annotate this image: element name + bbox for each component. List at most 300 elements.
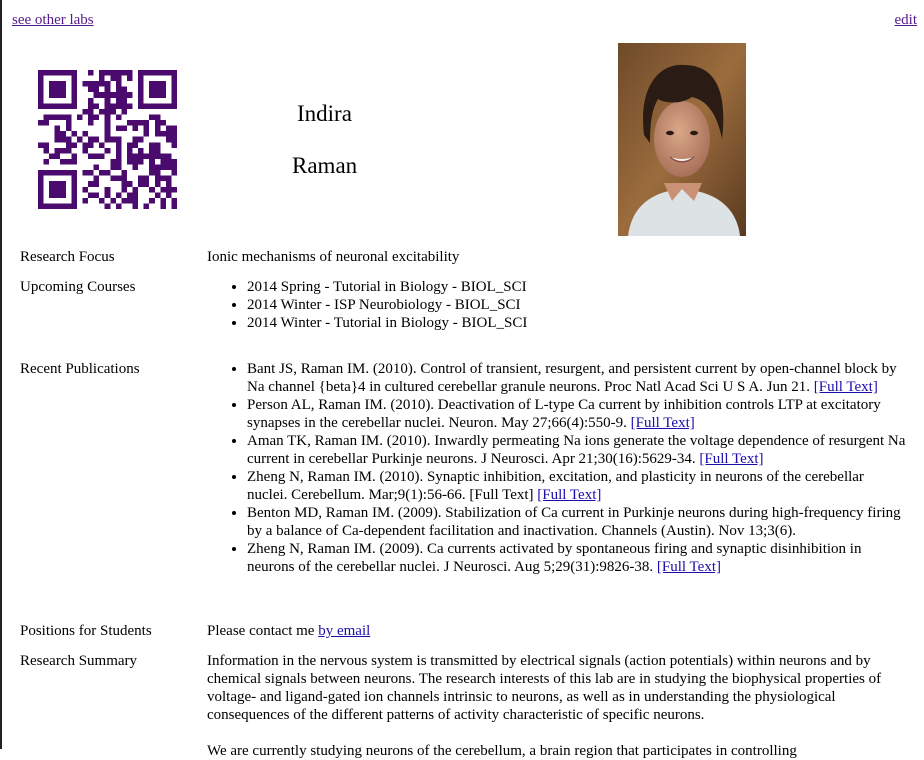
qr-module [144,103,150,109]
qr-module [138,103,144,109]
qr-module [121,176,127,182]
qr-module [44,203,50,209]
email-link[interactable]: by email [318,623,371,639]
full-text-link[interactable]: [Full Text] [537,487,602,503]
qr-module [171,131,177,137]
qr-module [144,181,150,187]
qr-module [133,198,139,204]
qr-module [82,187,88,193]
qr-module [38,142,44,148]
qr-module [133,153,139,159]
qr-module [55,137,61,143]
qr-module [110,92,116,98]
qr-module [116,142,122,148]
qr-module [171,126,177,132]
qr-module [155,176,161,182]
summary-paragraph: We are currently studying neurons of the cerebellum, a brain region that participates in controlling [207,743,797,759]
qr-module [144,70,150,76]
qr-module [38,192,44,198]
qr-module [166,137,172,143]
qr-module [55,92,61,98]
qr-module [155,170,161,176]
qr-module [88,120,94,126]
qr-module [138,153,144,159]
see-other-labs-link[interactable]: see other labs [12,12,94,28]
qr-module [160,159,166,165]
qr-module [155,165,161,171]
qr-module [38,81,44,87]
qr-module [105,203,111,209]
qr-module [166,126,172,132]
publication-item [247,360,907,396]
qr-module [166,192,172,198]
qr-module [127,76,133,82]
qr-module [155,103,161,109]
qr-module [116,92,122,98]
qr-module [60,114,66,120]
qr-module [55,187,61,193]
qr-module [110,137,116,143]
qr-module [66,159,72,165]
positions-value [207,622,907,640]
qr-module [49,114,55,120]
qr-module [149,165,155,171]
qr-module [155,81,161,87]
qr-module [88,81,94,87]
qr-module [71,187,77,193]
qr-module [88,170,94,176]
qr-module [88,70,94,76]
qr-module [60,192,66,198]
qr-module [66,170,72,176]
qr-module [55,70,61,76]
qr-module [110,76,116,82]
qr-module [116,153,122,159]
qr-module [60,159,66,165]
qr-module [94,81,100,87]
qr-module [60,148,66,154]
qr-module [71,131,77,137]
qr-module [38,92,44,98]
qr-module [55,131,61,137]
qr-module [44,120,50,126]
edit-link[interactable]: edit [894,12,917,28]
qr-module [121,103,127,109]
list-item: • 2014 Winter - Tutorial in Biology - BIOL_SCI [247,314,907,332]
qr-module [149,92,155,98]
qr-module [116,159,122,165]
qr-module [71,92,77,98]
full-text-link[interactable]: [Full Text] [630,415,695,431]
qr-module [66,114,72,120]
qr-module [55,87,61,93]
qr-module [99,153,105,159]
qr-module [166,181,172,187]
qr-module [155,131,161,137]
qr-module [127,103,133,109]
qr-module [105,81,111,87]
qr-module [133,165,139,171]
qr-module [94,92,100,98]
qr-module [127,181,133,187]
qr-module [38,87,44,93]
qr-module [94,192,100,198]
qr-module [127,192,133,198]
qr-module [99,76,105,82]
qr-module [138,76,144,82]
qr-module [60,87,66,93]
qr-module [155,92,161,98]
positions-text: Please contact me [207,623,315,639]
qr-module [55,203,61,209]
qr-module [144,120,150,126]
qr-module [127,120,133,126]
qr-module [71,81,77,87]
qr-module [116,126,122,132]
qr-module [116,165,122,171]
full-text-link[interactable]: [Full Text] [656,559,721,575]
qr-module [99,170,105,176]
qr-module [105,87,111,93]
publication-text: Zheng N, Raman IM. (2010). Synaptic inhibition, excitation, and plasticity in neurons of the cerebellar nuclei. Cerebellum. Mar;9(1):56-66. [Full Text] [247,469,864,503]
last-name: Raman [292,153,358,178]
qr-module [66,148,72,154]
qr-module [155,153,161,159]
publication-text: Aman TK, Raman IM. (2010). Inwardly permeating Na ions generate the voltage dependence of resurgent Na current in cerebellar Purkinje neurons. J Neurosci. Apr 21;30(16):5629-34. [247,433,906,467]
full-text-link[interactable]: [Full Text] [699,451,764,467]
qr-module [160,203,166,209]
qr-module [49,87,55,93]
qr-module [105,98,111,104]
qr-module [160,92,166,98]
qr-module [71,176,77,182]
qr-module [82,142,88,148]
qr-module [82,148,88,154]
qr-module [121,198,127,204]
qr-module [171,76,177,82]
qr-module [171,81,177,87]
qr-module [49,92,55,98]
qr-module [138,176,144,182]
qr-module [155,120,161,126]
qr-module [171,170,177,176]
qr-module [171,70,177,76]
list-item: • 2014 Winter - ISP Neurobiology - BIOL_SCI [247,296,907,314]
qr-module [88,114,94,120]
qr-module [38,98,44,104]
qr-module [160,198,166,204]
qr-module [82,198,88,204]
qr-module [171,142,177,148]
qr-module [71,198,77,204]
research-focus-value: Ionic mechanisms of neuronal excitability [207,249,460,265]
qr-module [155,126,161,132]
qr-module [116,192,122,198]
qr-module [60,131,66,137]
qr-module [71,103,77,109]
qr-module [171,98,177,104]
qr-module [110,109,116,115]
qr-module [149,81,155,87]
qr-module [71,181,77,187]
qr-module [55,114,61,120]
qr-module [160,120,166,126]
qr-module [166,70,172,76]
qr-module [99,198,105,204]
qr-module [166,159,172,165]
qr-module [155,114,161,120]
qr-module [82,81,88,87]
research-summary-label: Research Summary [20,653,138,669]
qr-module [149,142,155,148]
qr-module [133,142,139,148]
qr-module [71,153,77,159]
qr-module [66,70,72,76]
qr-module [88,87,94,93]
qr-module [116,70,122,76]
publication-text: Benton MD, Raman IM. (2009). Stabilization of Ca current in Purkinje neurons during high-frequency firing by a balance of Ca-dependent facilitation and inactivation. Channels (Austin). Nov 13;3(6). [247,505,901,539]
qr-module [121,187,127,193]
qr-module [71,76,77,82]
qr-module [105,187,111,193]
qr-module [116,76,122,82]
qr-module [138,81,144,87]
first-name: Indira [297,101,352,126]
qr-module [44,70,50,76]
qr-module [171,92,177,98]
qr-module [149,198,155,204]
qr-module [171,159,177,165]
qr-module [99,109,105,115]
courses-list [207,278,907,332]
qr-module [138,120,144,126]
qr-module [127,198,133,204]
qr-module [105,148,111,154]
qr-module [71,159,77,165]
qr-module [71,192,77,198]
qr-module [66,126,72,132]
qr-module [133,192,139,198]
qr-module [171,137,177,143]
qr-module [55,148,61,154]
qr-module [155,87,161,93]
qr-module [60,181,66,187]
qr-module [105,70,111,76]
qr-module [105,192,111,198]
qr-module [116,98,122,104]
qr-module [38,198,44,204]
qr-module [138,137,144,143]
qr-module [110,165,116,171]
qr-module [38,181,44,187]
qr-module [116,203,122,209]
qr-module [82,131,88,137]
qr-module [44,142,50,148]
qr-module [133,120,139,126]
qr-module [138,159,144,165]
qr-module [171,198,177,204]
qr-module [49,153,55,159]
qr-module [71,98,77,104]
qr-module [166,187,172,193]
qr-module [133,126,139,132]
qr-module [160,87,166,93]
qr-module [82,109,88,115]
research-summary [207,652,907,760]
window-edge [0,0,2,749]
qr-module [110,176,116,182]
qr-module [116,87,122,93]
qr-module [127,92,133,98]
qr-module [149,114,155,120]
qr-module [133,137,139,143]
qr-module [94,153,100,159]
qr-module [144,176,150,182]
publication-item [247,504,907,540]
qr-module [66,120,72,126]
qr-module [116,103,122,109]
publications-list-container [207,360,907,576]
qr-module [149,170,155,176]
qr-module [105,109,111,115]
qr-module [88,109,94,115]
qr-module [160,81,166,87]
qr-module [121,92,127,98]
qr-module [155,148,161,154]
qr-module [94,165,100,171]
qr-module [138,98,144,104]
qr-module [166,103,172,109]
qr-module [44,159,50,165]
qr-module [38,103,44,109]
courses-list-container [207,278,907,332]
qr-module [88,192,94,198]
qr-module [127,142,133,148]
qr-module [171,165,177,171]
qr-module [105,170,111,176]
qr-module [110,70,116,76]
qr-module [38,176,44,182]
full-text-link[interactable]: [Full Text] [813,379,878,395]
qr-module [49,170,55,176]
qr-module [82,170,88,176]
qr-module [105,103,111,109]
qr-module [149,148,155,154]
qr-module [60,70,66,76]
profile-photo [618,43,746,236]
qr-module [66,203,72,209]
qr-module [44,148,50,154]
qr-module [71,203,77,209]
publication-text: Zheng N, Raman IM. (2009). Ca currents activated by spontaneous firing and synaptic disinhibition in neurons of the cerebellar nuclei. J Neurosci. Aug 5;29(31):9826-38. [247,541,862,575]
qr-module [121,126,127,132]
qr-module [60,81,66,87]
qr-module [110,159,116,165]
qr-module [99,142,105,148]
qr-module [127,159,133,165]
list-item: • 2014 Spring - Tutorial in Biology - BIOL_SCI [247,278,907,296]
qr-module [49,187,55,193]
qr-module [49,103,55,109]
qr-module [44,170,50,176]
qr-module [94,87,100,93]
qr-module [127,70,133,76]
qr-module [60,137,66,143]
qr-module [38,76,44,82]
recent-publications-label: Recent Publications [20,361,140,377]
qr-module [144,153,150,159]
qr-module [88,181,94,187]
qr-module [127,153,133,159]
publication-text: Bant JS, Raman IM. (2010). Control of transient, resurgent, and persistent current by open-channel block by Na channel {beta}4 in cultured cerebellar granule neurons. Proc Natl Acad Sci U S A. Jun 21. [247,361,897,395]
qr-module [144,126,150,132]
qr-module [49,203,55,209]
qr-module [105,137,111,143]
qr-module [55,153,61,159]
qr-module [44,103,50,109]
qr-module [99,81,105,87]
qr-module [110,103,116,109]
publication-item [247,540,907,576]
qr-module [71,70,77,76]
qr-module [71,87,77,93]
qr-module [38,203,44,209]
qr-module [160,103,166,109]
qr-module [77,137,83,143]
qr-module [127,148,133,154]
qr-module [66,137,72,143]
qr-module [171,87,177,93]
qr-module [160,131,166,137]
qr-module [60,103,66,109]
qr-module [155,181,161,187]
qr-module [88,142,94,148]
qr-module [88,153,94,159]
qr-module [60,203,66,209]
qr-module [121,109,127,115]
qr-module [166,153,172,159]
qr-module [121,87,127,93]
qr-module [171,103,177,109]
qr-module [99,70,105,76]
qr-module [144,203,150,209]
qr-module [71,170,77,176]
qr-module [77,114,83,120]
qr-module [116,176,122,182]
qr-module [160,70,166,76]
qr-module [55,81,61,87]
qr-module [94,137,100,143]
qr-module [105,131,111,137]
qr-code [38,70,177,209]
qr-module [121,170,127,176]
positions-label: Positions for Students [20,623,152,639]
qr-module [160,187,166,193]
qr-module [121,98,127,104]
publication-text: Person AL, Raman IM. (2010). Deactivation of L-type Ca current by inhibition controls LTP at excitatory synapses in the cerebellar nuclei. Neuron. May 27;66(4):550-9. [247,397,881,431]
qr-module [160,165,166,171]
qr-module [105,120,111,126]
qr-module [94,181,100,187]
qr-module [88,98,94,104]
qr-module [149,70,155,76]
qr-module [94,114,100,120]
research-focus-label: Research Focus [20,249,115,265]
qr-module [38,187,44,193]
qr-module [94,176,100,182]
publications-list [207,360,907,576]
qr-module [133,203,139,209]
